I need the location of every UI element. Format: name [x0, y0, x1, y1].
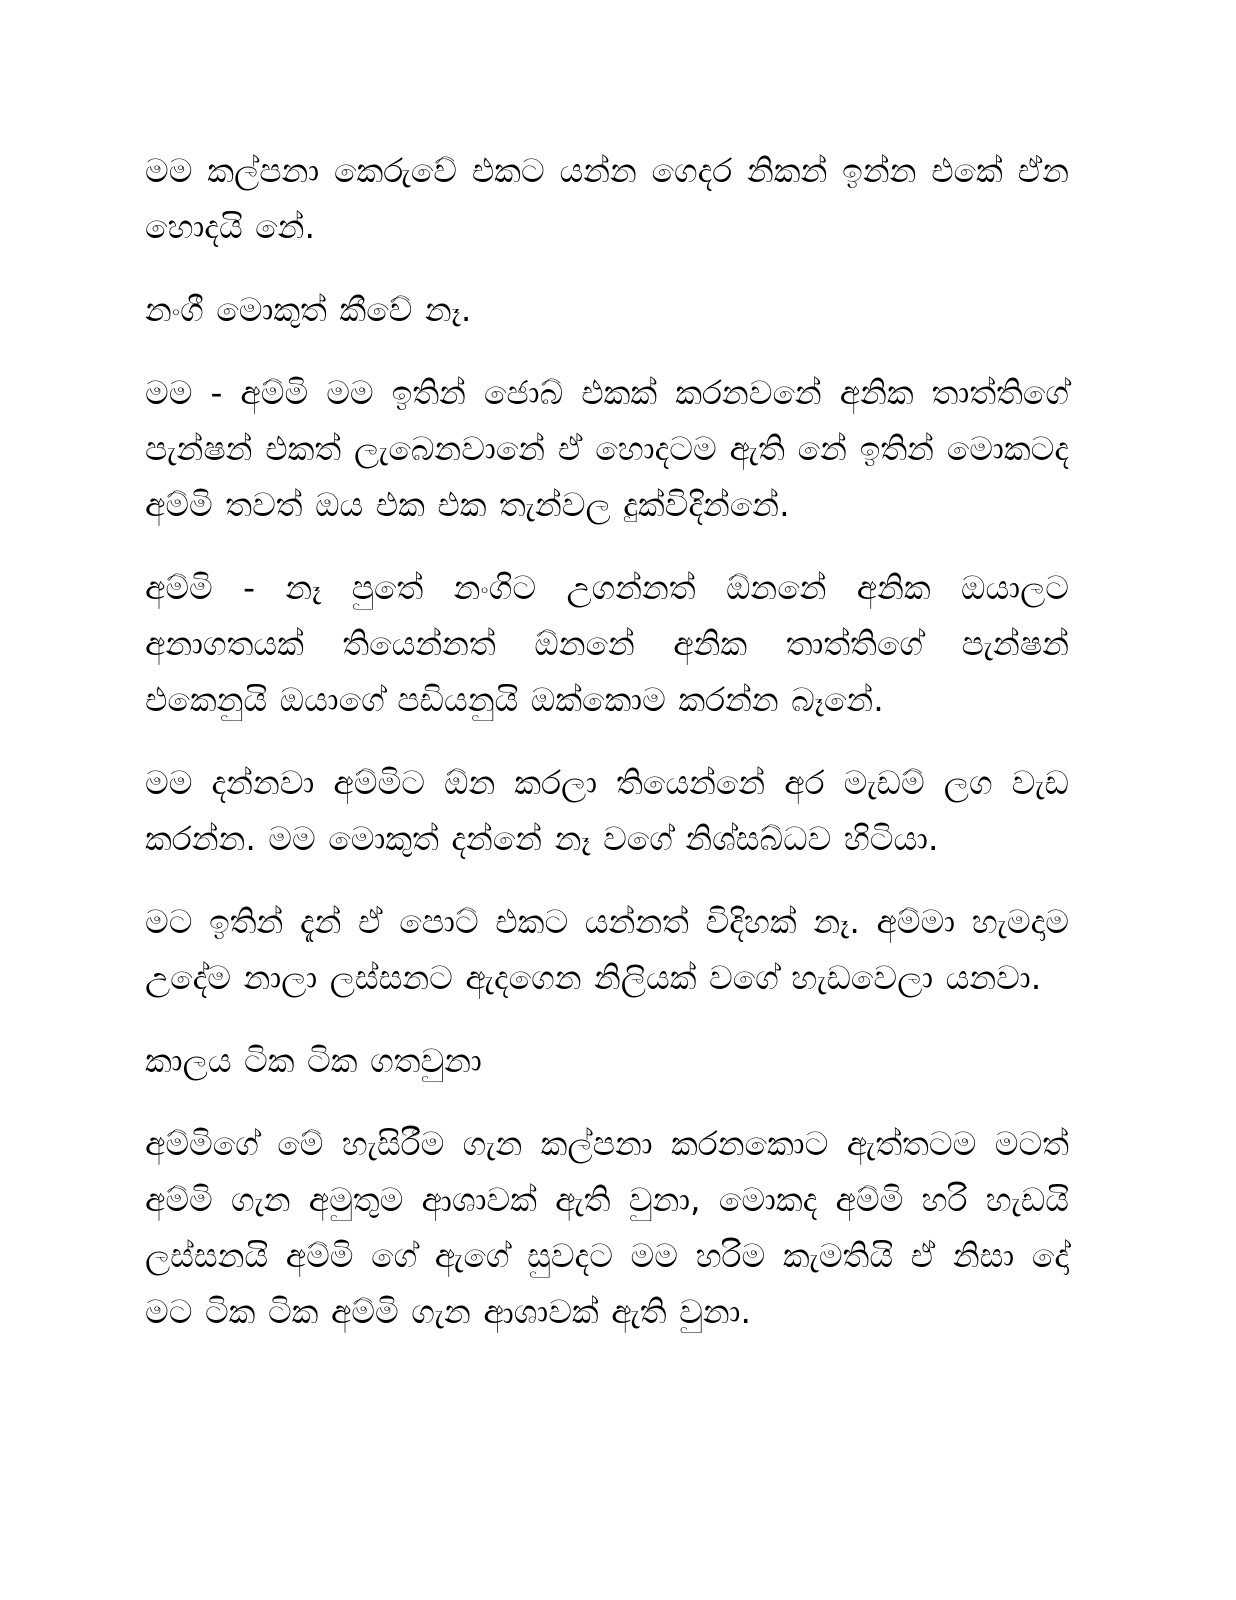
paragraph-8: අම්මිගේ මේ හැසිරීම ගැන කල්පනා කරනකොට ඇත්තටම මටත් අම්මි ගැන අමුතුම ආශාවක් ඇති වුනා, මොකද අම්මි හරි හැඩයි ලස්සනයි අම්මි ගේ ඇගේ සුවදට මම හරිම කැමතියි ඒ නිසා දෝ මට ටික ටික අම්මි ගැන ආශාවක් ඇති වුනා. [145, 1124, 1069, 1331]
paragraph-5: මම දන්නවා අම්මිට ඕන කරලා තියෙන්නේ අර මැඩම් ලග වැඩ කරන්න. මම මොකුත් දන්නේ නෑ වගේ නිශ්සබ්ධව හිටියා. [145, 763, 1069, 858]
paragraph-7: කාලය ටික ටික ගතවුනා [145, 1041, 482, 1080]
document-page [145, 143, 1069, 1367]
paragraph-2: නංගී මොකුත් කීවේ නෑ. [145, 290, 472, 329]
paragraph-1: මම කල්පනා කෙරුවේ එකට යන්න ගෙදර නිකන් ඉන්න එකේ ඒන හොදයි නේ. [145, 151, 1069, 246]
paragraph-4: අම්මි - නෑ පුතේ නංගිට උගන්නත් ඕනනේ අනික ඔයාලට අනාගතයක් තියෙන්නත් ඕනනේ අනික තාත්තිගේ පැන්ෂන් එකෙනුයි ඔයාගේ පඩියනුයි ඔක්කොම කරන්න බෑනේ. [145, 568, 1069, 719]
paragraph-3: මම - අම්මි මම ඉතින් ජොබ් එකක් කරනවනේ අනික තාත්තිගේ පැන්ෂන් එකත් ලැබෙනවානේ ඒ හොදටම ඇති නේ ඉතින් මොකටද අම්මි තවත් ඔය එක එක තැන්වල දුක්විදින්නේ. [145, 373, 1069, 524]
paragraph-6: මට ඉතින් දැන් ඒ පොට් එකට යන්නත් විදිහක් නෑ. අම්මා හැමදාම උදේම නාලා ලස්සනට ඇදගෙන නිලියක් වගේ හැඩවෙලා යනවා. [145, 902, 1069, 997]
